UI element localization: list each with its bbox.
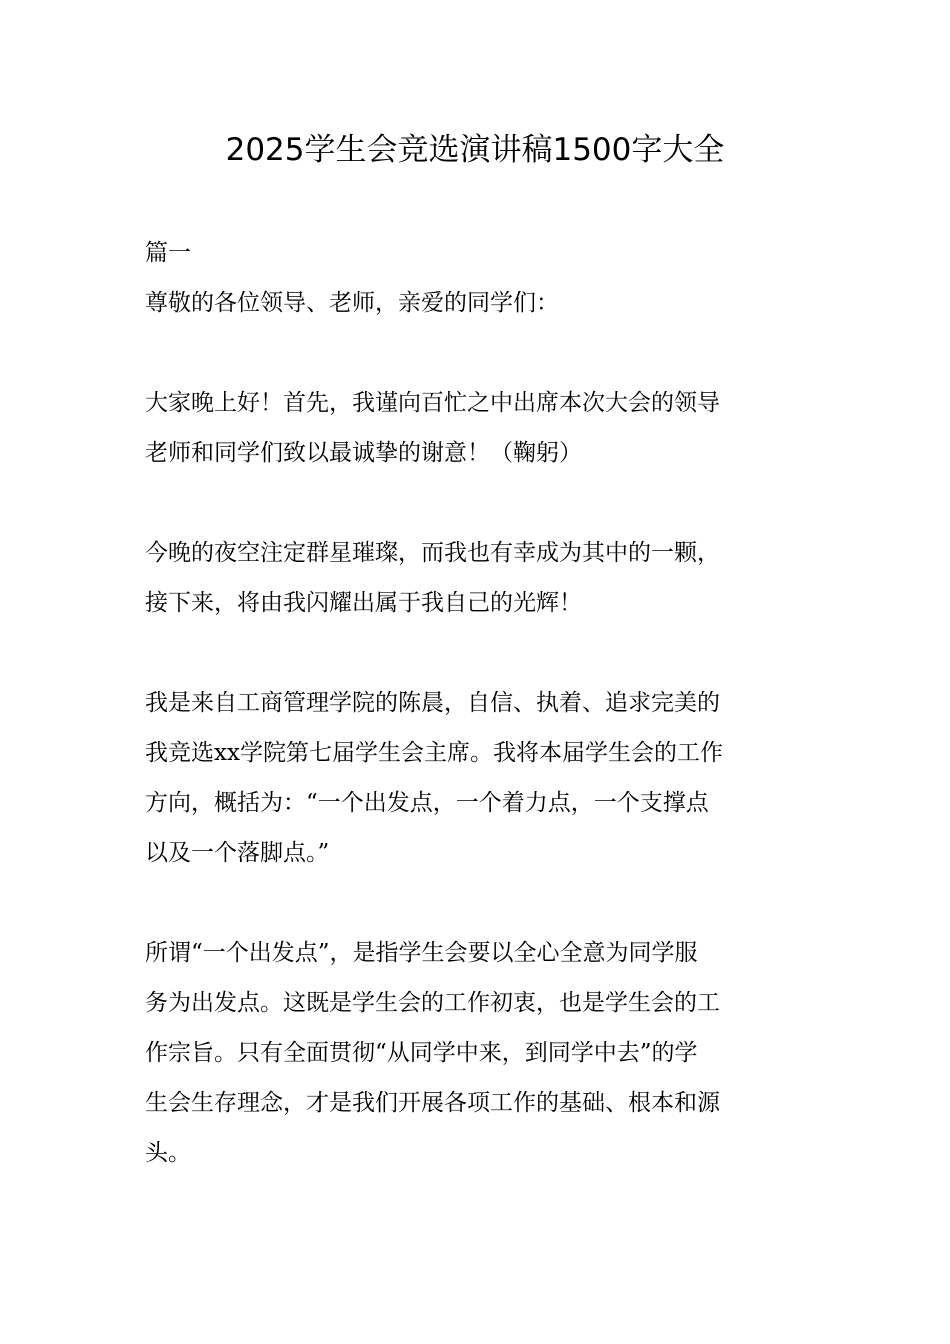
paragraph-line: 作宗旨。只有全面贯彻“从同学中来，到同学中去”的学 bbox=[145, 1040, 698, 1066]
paragraph-line: 所谓“一个出发点”，是指学生会要以全心全意为同学服 bbox=[145, 940, 698, 966]
paragraph-line: 我是来自工商管理学院的陈晨，自信、执着、追求完美的 bbox=[145, 690, 720, 716]
paragraph-line: 大家晚上好！首先，我谨向百忙之中出席本次大会的领导 bbox=[145, 390, 720, 416]
paragraph-line: 我竞选xx学院第七届学生会主席。我将本届学生会的工作 bbox=[145, 740, 723, 766]
paragraph-line: 生会生存理念，才是我们开展各项工作的基础、根本和源 bbox=[145, 1090, 720, 1116]
salutation: 尊敬的各位领导、老师，亲爱的同学们： bbox=[145, 290, 559, 316]
paragraph-line: 老师和同学们致以最诚挚的谢意！（鞠躬） bbox=[145, 440, 582, 466]
paragraph-1 bbox=[145, 378, 807, 478]
paragraph-line: 接下来，将由我闪耀出属于我自己的光辉！ bbox=[145, 590, 582, 616]
paragraph-line: 方向，概括为：“一个出发点，一个着力点，一个支撑点 bbox=[145, 790, 709, 816]
paragraph-line: 务为出发点。这既是学生会的工作初衷，也是学生会的工 bbox=[145, 990, 720, 1016]
section-label: 篇一 bbox=[145, 240, 191, 266]
paragraph-line: 头。 bbox=[145, 1140, 191, 1166]
document-body bbox=[145, 228, 807, 1178]
paragraph-2 bbox=[145, 528, 807, 628]
paragraph-3 bbox=[145, 678, 807, 878]
document-title: 2025学生会竞选演讲稿1500字大全 bbox=[225, 132, 725, 168]
paragraph-line: 以及一个落脚点。” bbox=[145, 840, 330, 866]
paragraph-4 bbox=[145, 928, 807, 1178]
paragraph-line: 今晚的夜空注定群星璀璨，而我也有幸成为其中的一颗， bbox=[145, 540, 720, 566]
